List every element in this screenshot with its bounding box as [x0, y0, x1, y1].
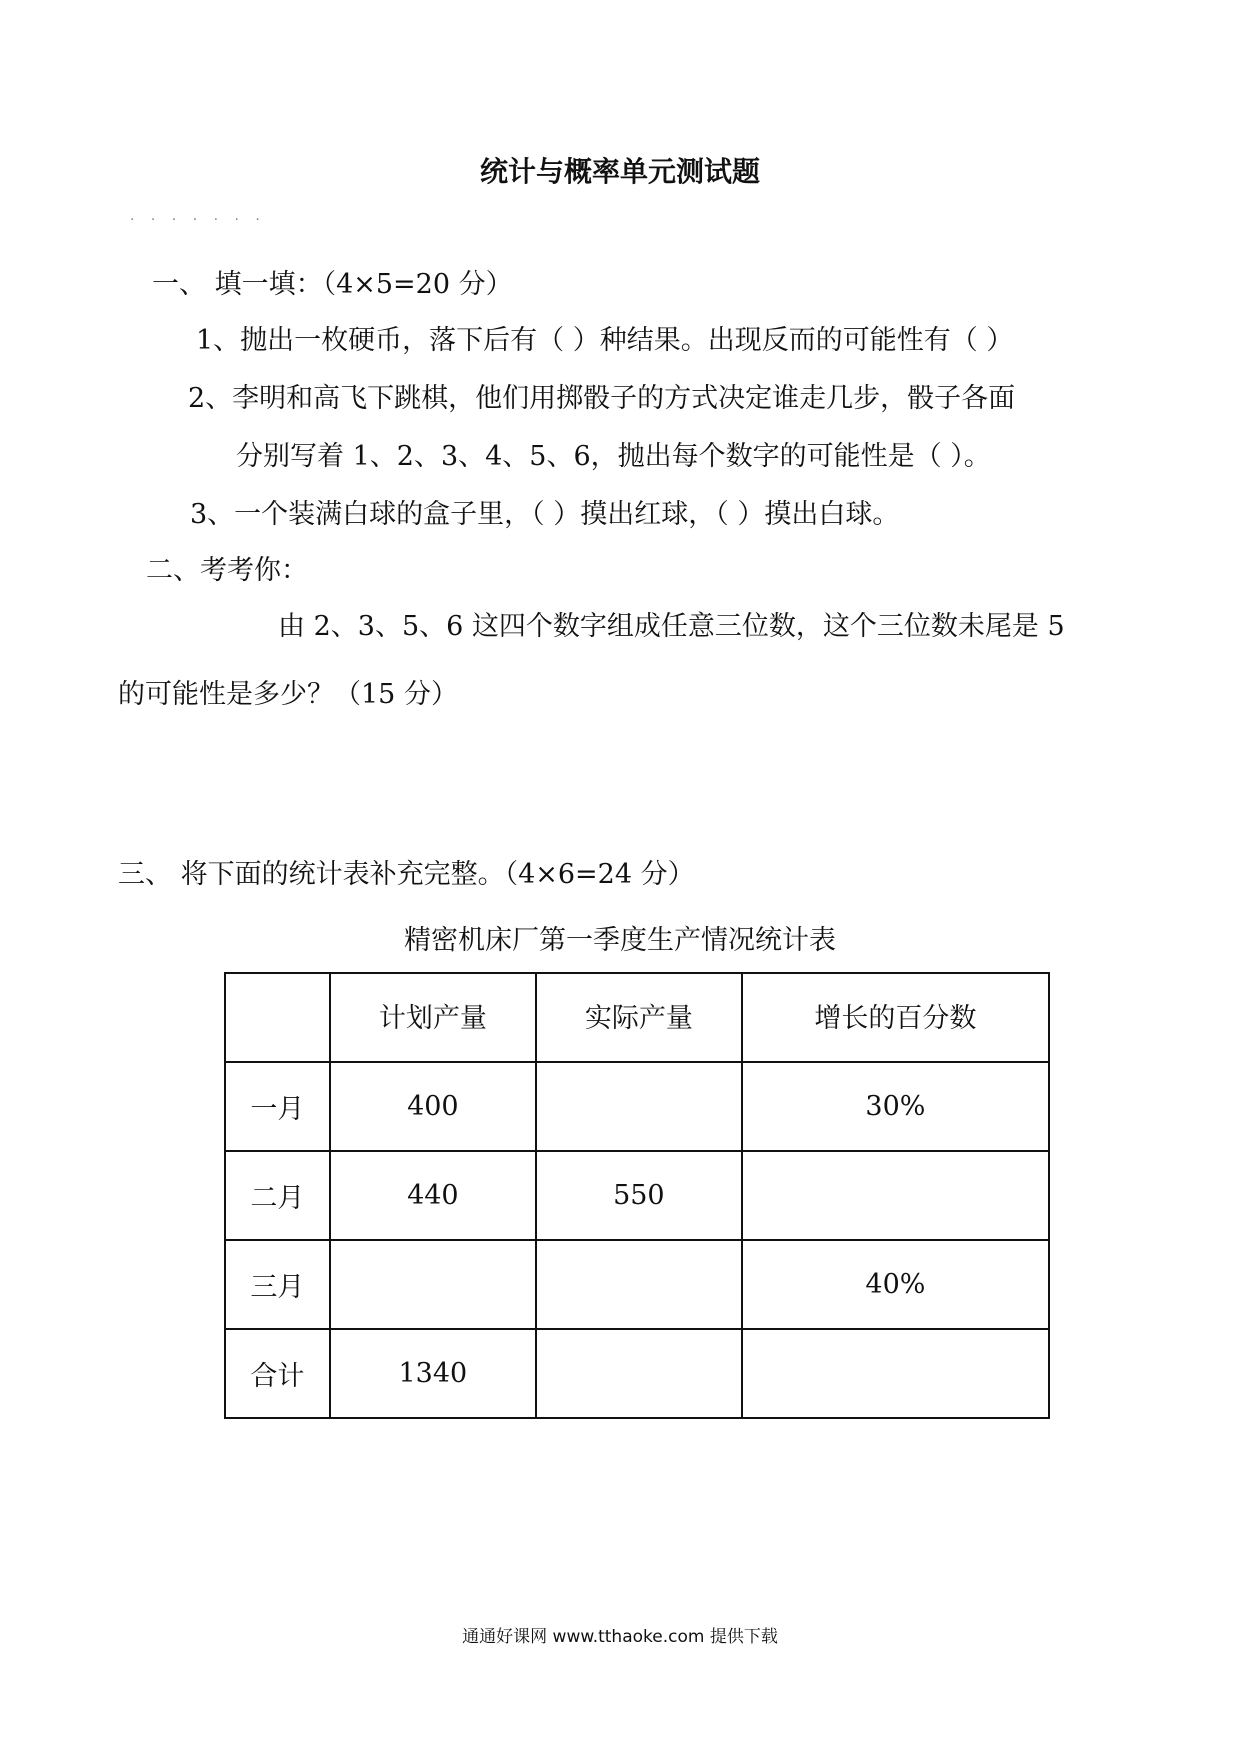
table-cell: 400	[330, 1062, 536, 1151]
section2-text-line1: 由 2、3、5、6 这四个数字组成任意三位数，这个三位数未尾是 5	[278, 611, 1065, 642]
table-header-row	[225, 973, 1049, 1062]
section1-heading: 一、 填一填：（4×5=20 分）	[152, 269, 513, 300]
footer-link-text: 通通好课网 www.tthaoke.com 提供下载	[462, 1627, 778, 1647]
table-cell: 40%	[742, 1240, 1049, 1329]
table-cell: 1340	[330, 1329, 536, 1418]
table-cell: 二月	[225, 1151, 330, 1240]
table-cell	[330, 1240, 536, 1329]
question-2-line1: 2、李明和高飞下跳棋，他们用掷骰子的方式决定谁走几步，骰子各面	[188, 383, 1016, 414]
table-header-cell: 实际产量	[536, 973, 742, 1062]
section2-heading: 二、考考你：	[146, 555, 308, 586]
table-row	[225, 1240, 1049, 1329]
section2-text-line2: 的可能性是多少？（15 分）	[118, 679, 458, 710]
table-cell	[536, 1240, 742, 1329]
question-3: 3、一个装满白球的盒子里，（ ）摸出红球，（ ）摸出白球。	[190, 499, 900, 530]
table-cell: 550	[536, 1151, 742, 1240]
table-cell: 440	[330, 1151, 536, 1240]
table-header-cell: 计划产量	[330, 973, 536, 1062]
table-header-cell	[225, 973, 330, 1062]
table-header-cell: 增长的百分数	[742, 973, 1049, 1062]
table-cell	[742, 1329, 1049, 1418]
table-row	[225, 1329, 1049, 1418]
table-cell	[536, 1062, 742, 1151]
table-cell: 30%	[742, 1062, 1049, 1151]
table-row	[225, 1062, 1049, 1151]
page-title: 统计与概率单元测试题	[479, 155, 760, 188]
table-caption: 精密机床厂第一季度生产情况统计表	[404, 925, 836, 956]
question-1: 1、抛出一枚硬币，落下后有（ ）种结果。出现反而的可能性有（ ）	[196, 325, 1014, 356]
question-2-line2: 分别写着 1、2、3、4、5、6，抛出每个数字的可能性是（ ）。	[236, 441, 991, 472]
table-cell: 三月	[225, 1240, 330, 1329]
table-cell: 合计	[225, 1329, 330, 1418]
table-cell	[536, 1329, 742, 1418]
section3-heading: 三、 将下面的统计表补充完整。（4×6=24 分）	[118, 859, 695, 890]
table-cell	[742, 1151, 1049, 1240]
table-row	[225, 1151, 1049, 1240]
table-cell: 一月	[225, 1062, 330, 1151]
statistics-table	[224, 972, 1050, 1419]
decorative-dots: · · · · · · ·	[130, 212, 266, 228]
